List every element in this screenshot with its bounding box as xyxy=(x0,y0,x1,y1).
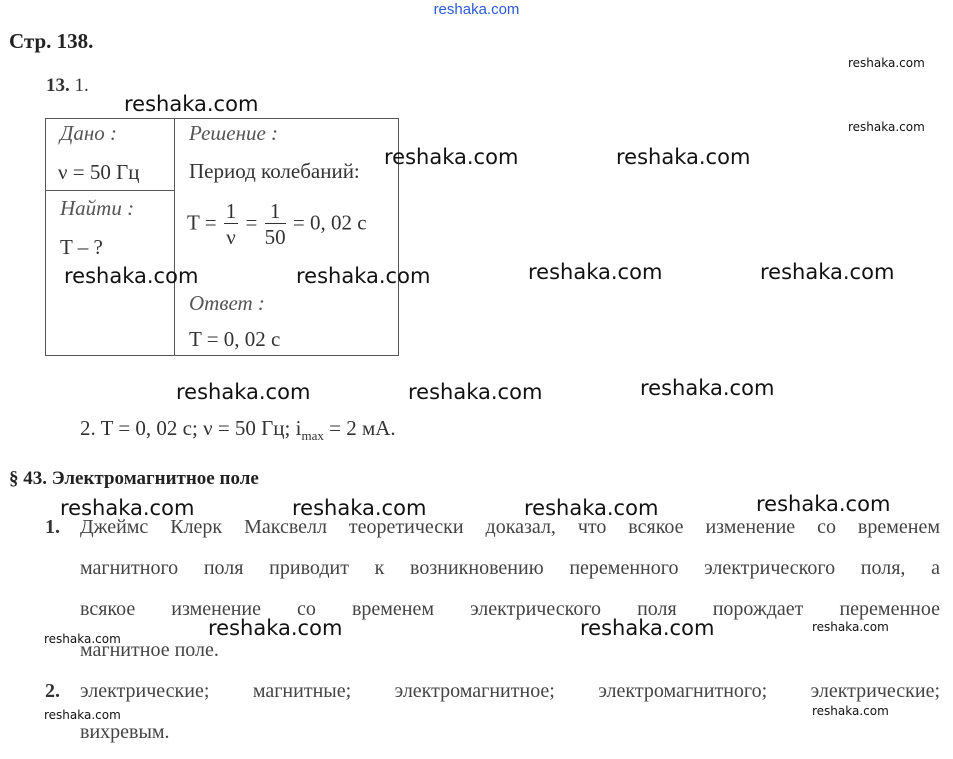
formula-lhs: T = xyxy=(187,210,217,235)
watermark: reshaka.com xyxy=(812,620,889,634)
item-paragraph xyxy=(80,671,940,753)
period-formula xyxy=(187,199,367,250)
solution-table xyxy=(45,118,399,356)
fraction-denominator: ν xyxy=(226,225,236,249)
formula-result: = 0, 02 с xyxy=(292,210,367,235)
subscript-max: max xyxy=(301,428,324,443)
item-number: 1. xyxy=(45,516,60,538)
find-value: T – ? xyxy=(60,235,103,259)
watermark: reshaka.com xyxy=(64,264,199,288)
watermark: reshaka.com xyxy=(616,145,751,169)
watermark: reshaka.com xyxy=(384,145,519,169)
answer-label: Ответ : xyxy=(189,291,265,315)
watermark: reshaka.com xyxy=(812,704,889,718)
page-title: Стр. 138. xyxy=(9,29,94,53)
paragraph-line: электрические; магнитные; электромагнитное; электромагнитного; электрические; xyxy=(80,680,940,702)
watermark: reshaka.com xyxy=(760,260,895,284)
watermark: reshaka.com xyxy=(44,632,121,646)
find-label: Найти : xyxy=(60,196,135,220)
watermark: reshaka.com xyxy=(176,380,311,404)
given-value: ν = 50 Гц xyxy=(58,160,140,184)
watermark: reshaka.com xyxy=(408,380,543,404)
watermark: reshaka.com xyxy=(124,92,259,116)
item-number: 2. xyxy=(45,680,60,702)
task-two-line xyxy=(80,416,396,444)
item-paragraph xyxy=(80,507,940,671)
watermark: reshaka.com xyxy=(580,616,715,640)
task-number xyxy=(46,75,89,97)
paragraph-line: вихревым. xyxy=(80,721,170,743)
watermark: reshaka.com xyxy=(848,56,925,70)
table-divider-vertical xyxy=(174,119,175,355)
watermark: reshaka.com xyxy=(292,496,427,520)
paragraph-line: всякое изменение со временем электрического поля порождает переменное xyxy=(80,598,940,620)
answer-value: T = 0, 02 с xyxy=(189,327,281,351)
task-number-main: 13. xyxy=(46,75,70,96)
watermark: reshaka.com xyxy=(208,616,343,640)
watermark: reshaka.com xyxy=(640,376,775,400)
paragraph-line: магнитного поля приводит к возникновению переменного электрического поля, а xyxy=(80,557,940,579)
watermark: reshaka.com xyxy=(60,496,195,520)
watermark: reshaka.com xyxy=(296,264,431,288)
fraction-denominator: 50 xyxy=(264,225,286,249)
site-link[interactable]: reshaka.com xyxy=(433,1,520,18)
formula-equals: = xyxy=(245,210,258,235)
solution-label: Решение : xyxy=(189,121,279,145)
fraction-one-over-nu xyxy=(224,199,239,250)
table-divider-horizontal xyxy=(46,190,175,191)
fraction-numerator: 1 xyxy=(265,199,286,224)
watermark: reshaka.com xyxy=(756,492,891,516)
watermark: reshaka.com xyxy=(528,260,663,284)
fraction-one-over-fifty xyxy=(265,199,286,250)
fraction-numerator: 1 xyxy=(225,199,237,223)
solution-text: Период колебаний: xyxy=(189,159,360,183)
task-two-tail: = 2 мА. xyxy=(323,416,396,440)
paragraph-line: магнитное поле. xyxy=(80,639,219,661)
watermark: reshaka.com xyxy=(848,120,925,134)
section-title: § 43. Электромагнитное поле xyxy=(9,468,259,489)
paragraph-line: Джеймс Клерк Максвелл теоретически доказал, что всякое изменение со временем xyxy=(80,516,940,538)
task-two-text: 2. T = 0, 02 с; ν = 50 Гц; i xyxy=(80,416,302,440)
task-sub-number: 1. xyxy=(74,75,89,96)
watermark: reshaka.com xyxy=(524,496,659,520)
watermark: reshaka.com xyxy=(44,708,121,722)
given-label: Дано : xyxy=(60,121,118,145)
